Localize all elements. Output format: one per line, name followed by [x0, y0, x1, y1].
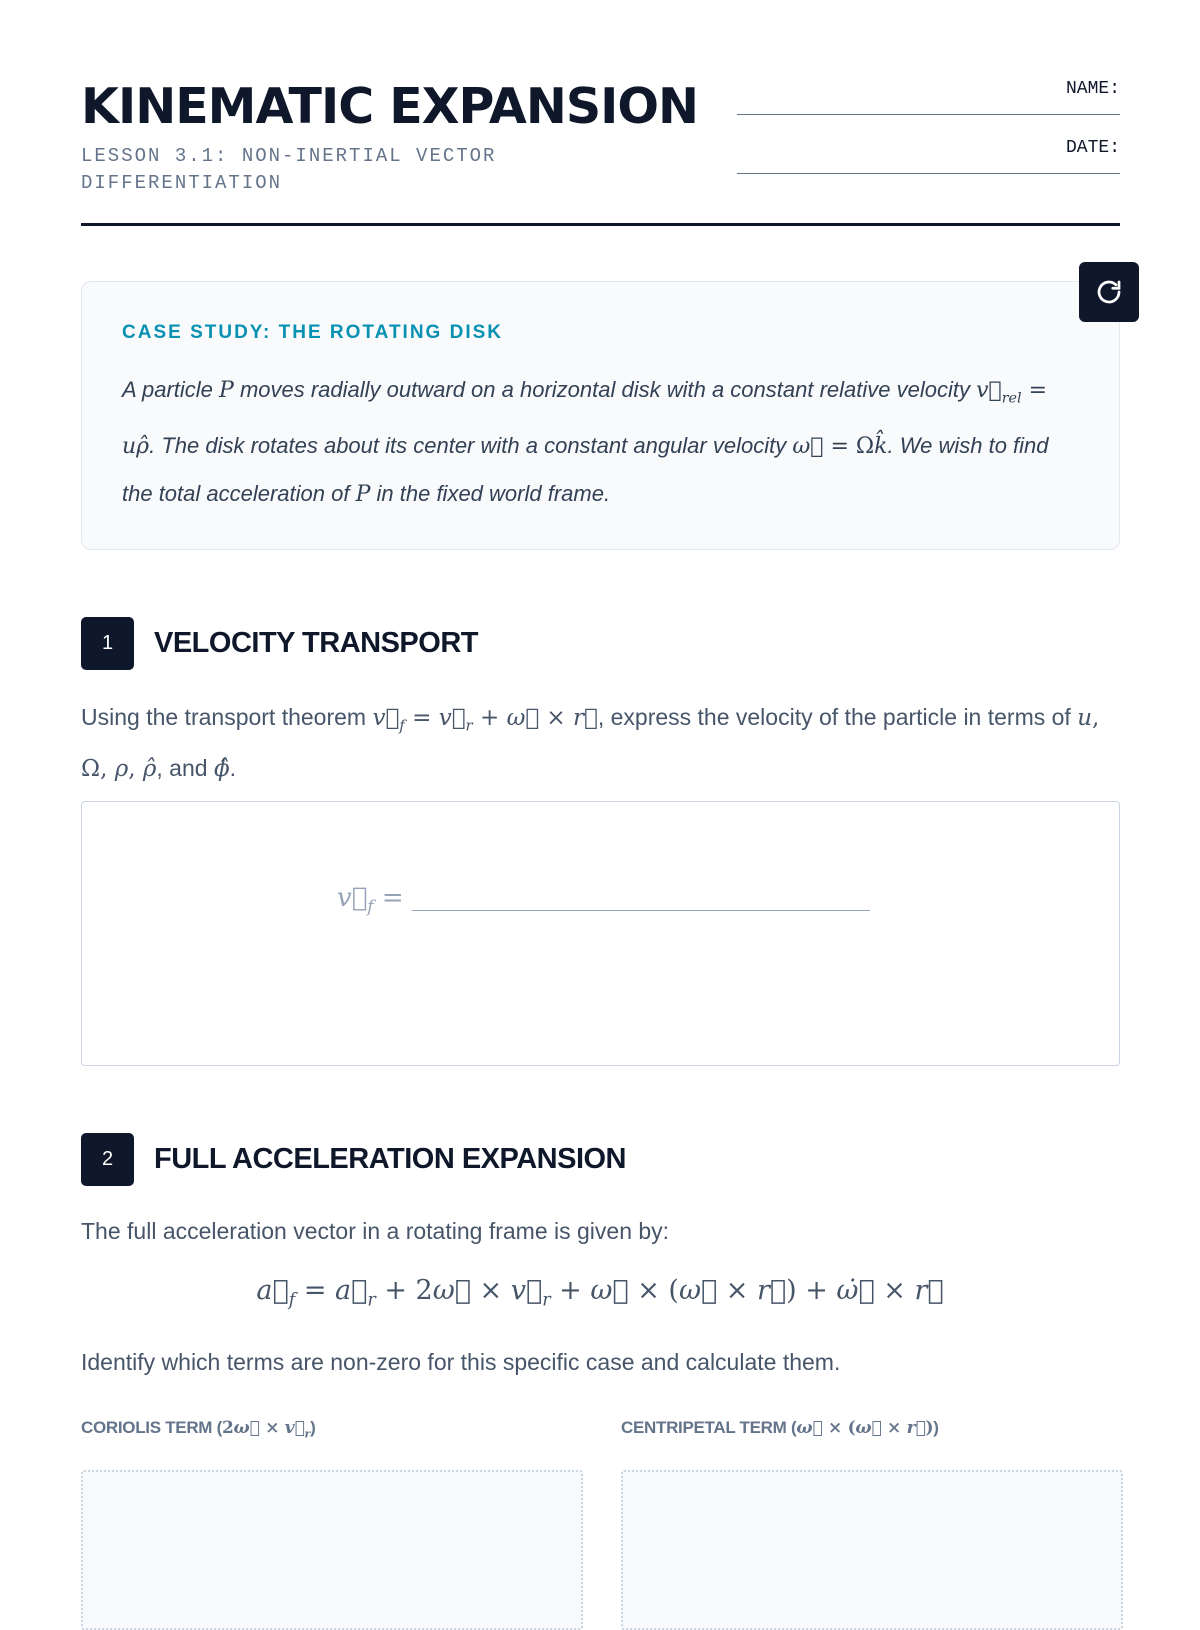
math-segment: + 2: [375, 1275, 433, 1306]
math-segment: r: [465, 716, 473, 735]
text-segment: moves radially outward on a horizontal disk with a constant relative velocity: [233, 377, 977, 402]
math-segment: k̂: [874, 434, 888, 460]
section-1-prompt: [81, 696, 1120, 790]
section-2-header: [81, 1133, 626, 1186]
case-study-heading: CASE STUDY: THE ROTATING DISK: [122, 322, 503, 343]
math-segment: ) +: [786, 1275, 837, 1306]
math-segment: r: [542, 1290, 551, 1311]
answer-label: $v⃗_f$ =: [337, 883, 404, 917]
case-study-text: [122, 366, 1079, 518]
math-segment: ω⃗: [678, 1275, 718, 1306]
math-segment: rel: [1001, 390, 1022, 407]
math-segment: ω⃗: [792, 434, 824, 460]
lesson-subtitle: LESSON 3.1: NON-INERTIAL VECTOR DIFFERENTIATION: [81, 145, 497, 194]
section-number-badge: 2: [81, 1133, 134, 1186]
math-segment: × (: [822, 1418, 856, 1438]
coriolis-label: [81, 1418, 315, 1440]
section-2-intro: The full acceleration vector in a rotating frame is given by:: [81, 1218, 670, 1244]
section-2-instruction: Identify which terms are non-zero for this specific case and calculate them.: [81, 1349, 841, 1375]
math-segment: ρ̂: [142, 755, 157, 782]
math-segment: v⃗: [438, 705, 466, 731]
math-segment: r⃗: [573, 705, 598, 731]
centripetal-answer-box[interactable]: [621, 1470, 1123, 1630]
math-segment: ×: [717, 1275, 757, 1306]
math-segment: , Ω,: [81, 705, 1100, 782]
math-segment: =: [1021, 378, 1048, 403]
math-segment: × (: [628, 1275, 679, 1306]
math-segment: ω⃗: [432, 1275, 471, 1306]
section-1-header: [81, 617, 478, 670]
name-label: NAME:: [1065, 79, 1120, 99]
answer-line[interactable]: [412, 910, 870, 911]
case-study-card: [81, 281, 1120, 550]
refresh-icon: [1094, 277, 1124, 307]
acceleration-equation: [0, 1275, 1200, 1310]
math-segment: uρ̂: [122, 434, 150, 460]
text-segment: . We wish to find the total acceleration of: [122, 433, 1049, 507]
math-segment: ω̇⃗: [836, 1275, 875, 1306]
page-title: KINEMATIC EXPANSION: [81, 78, 699, 135]
text-segment: A particle: [122, 377, 220, 402]
text-segment: ): [933, 1418, 939, 1437]
math-segment: 2: [221, 1418, 234, 1438]
math-segment: v⃗: [284, 1418, 305, 1438]
text-segment: , and: [156, 754, 214, 781]
text-segment: .: [229, 754, 237, 781]
math-segment: ω⃗: [590, 1275, 629, 1306]
refresh-button[interactable]: [1079, 262, 1139, 322]
math-segment: a⃗: [335, 1275, 368, 1306]
name-field[interactable]: [737, 79, 1120, 115]
header-divider: [81, 223, 1120, 226]
text-segment: ): [310, 1418, 316, 1437]
math-segment: ×: [881, 1418, 907, 1438]
math-segment: ϕ̂: [213, 755, 230, 782]
math-segment: r⃗: [756, 1275, 787, 1306]
text-segment: CENTRIPETAL TERM (: [621, 1418, 797, 1437]
math-segment: ω⃗: [506, 705, 540, 731]
math-segment: a⃗: [256, 1275, 289, 1306]
math-segment: ×: [539, 705, 574, 731]
math-segment: r⃗: [906, 1418, 926, 1438]
coriolis-answer-box[interactable]: [81, 1470, 583, 1630]
text-segment: Using the transport theorem: [81, 704, 373, 730]
math-segment: =: [295, 1275, 336, 1306]
math-segment: ω⃗: [796, 1418, 823, 1438]
velocity-answer-box[interactable]: [81, 801, 1120, 1066]
date-field[interactable]: [737, 138, 1120, 174]
math-segment: ×: [259, 1418, 285, 1438]
math-segment: ×: [470, 1275, 511, 1306]
math-segment: ρ: [114, 755, 129, 782]
math-segment: u: [1077, 705, 1093, 731]
math-segment: v⃗: [510, 1275, 543, 1306]
text-segment: . The disk rotates about its center with a constant angular velocity: [149, 433, 793, 459]
math-segment: +: [550, 1275, 591, 1306]
math-segment: r: [304, 1427, 311, 1441]
math-segment: ,: [128, 755, 143, 782]
math-segment: f: [399, 716, 405, 735]
math-segment: P: [219, 378, 234, 403]
date-label: DATE:: [1065, 138, 1120, 158]
math-segment: =: [404, 705, 439, 731]
math-segment: P: [355, 482, 371, 508]
math-segment: ×: [874, 1275, 915, 1306]
math-segment: +: [472, 705, 507, 731]
centripetal-label: [621, 1418, 939, 1438]
math-segment: v⃗: [372, 705, 400, 731]
math-segment: f: [288, 1290, 296, 1311]
text-segment: in the fixed world frame.: [370, 481, 611, 507]
math-segment: v⃗: [976, 378, 1002, 403]
section-title: VELOCITY TRANSPORT: [154, 627, 478, 659]
math-segment: ): [925, 1418, 934, 1438]
math-segment: = Ω: [823, 434, 875, 460]
section-title: FULL ACCELERATION EXPANSION: [154, 1143, 626, 1175]
section-number-badge: 1: [81, 617, 134, 670]
text-segment: , express the velocity of the particle in terms of: [597, 704, 1078, 730]
math-segment: ω⃗: [233, 1418, 260, 1438]
text-segment: CORIOLIS TERM (: [81, 1418, 222, 1437]
math-segment: r: [367, 1290, 376, 1311]
math-segment: ω⃗: [855, 1418, 882, 1438]
math-segment: r⃗: [914, 1275, 944, 1306]
